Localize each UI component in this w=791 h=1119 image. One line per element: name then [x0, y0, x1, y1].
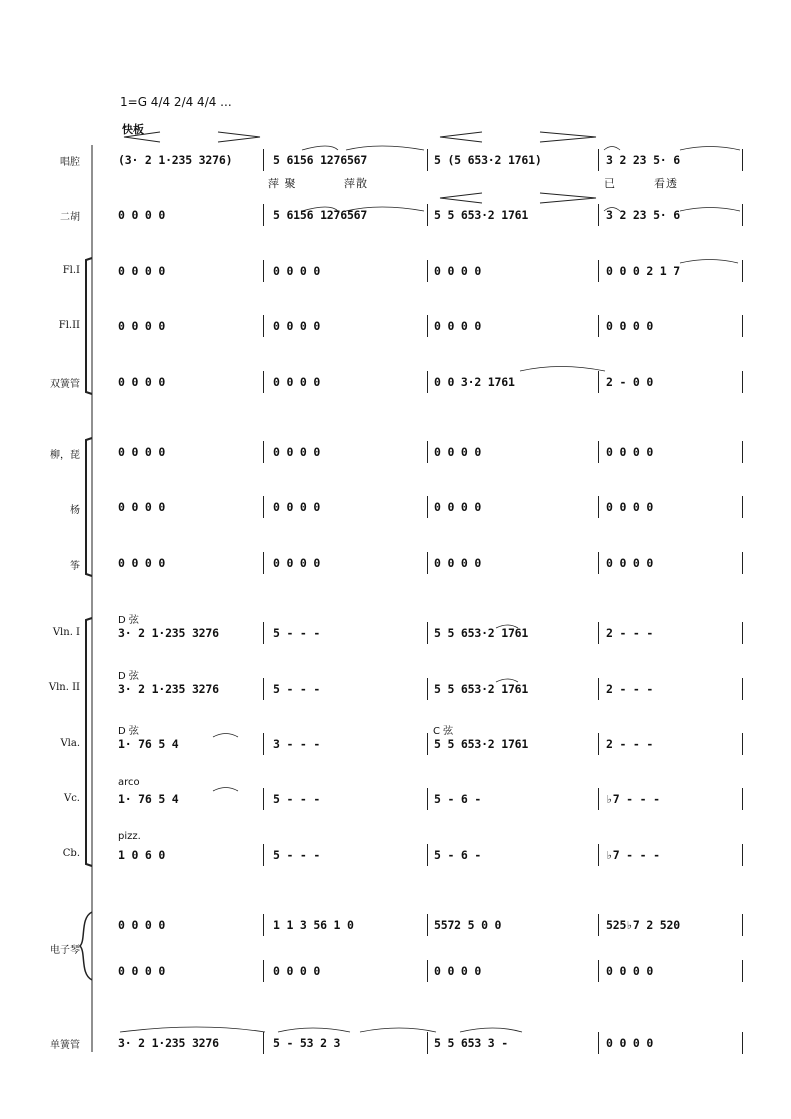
- barline: [742, 260, 743, 282]
- measure-2: 0 0 0 0: [273, 319, 321, 333]
- barline: [598, 552, 599, 574]
- barline: [263, 1032, 264, 1054]
- instrument-label-electronic-keyboard: 电子琴: [50, 945, 80, 956]
- barline: [742, 788, 743, 810]
- measure-2: 0 0 0 0: [273, 375, 321, 389]
- measure-4: 0 0 0 0: [606, 500, 654, 514]
- barline: [598, 371, 599, 393]
- measure-1: (3· 2 1·235 3276): [118, 153, 233, 167]
- lyric-m4a: 已: [604, 177, 616, 190]
- barline: [427, 315, 428, 337]
- measure-3: 0 0 3·2 1761: [434, 375, 515, 389]
- barline: [427, 622, 428, 644]
- barline: [263, 315, 264, 337]
- measure-1: 3· 2 1·235 3276: [118, 626, 219, 640]
- instrument-label-violin-1: Vln. I: [52, 627, 80, 638]
- measure-1: 0 0 0 0: [118, 556, 166, 570]
- barline: [263, 260, 264, 282]
- instrument-label-contrabass: Cb.: [62, 848, 80, 859]
- measure-4: 3 2 23 5· 6: [606, 153, 680, 167]
- measure-3: 5 5 653·2 1761: [434, 208, 529, 222]
- tempo-marking: 快板: [122, 123, 144, 136]
- barline: [598, 496, 599, 518]
- barline: [427, 204, 428, 226]
- barline: [427, 914, 428, 936]
- instrument-label-yangqin: 杨: [70, 505, 80, 516]
- measure-3: 5572 5 0 0: [434, 918, 502, 932]
- barline: [598, 960, 599, 982]
- direction-vla-c-string: C 弦: [433, 726, 454, 737]
- measure-2: 3 - - -: [273, 737, 321, 751]
- barline: [742, 204, 743, 226]
- barline: [742, 914, 743, 936]
- measure-4: 2 - - -: [606, 682, 654, 696]
- measure-3: 0 0 0 0: [434, 319, 482, 333]
- measure-1: 0 0 0 0: [118, 208, 166, 222]
- measure-4: 0 0 0 0: [606, 445, 654, 459]
- measure-2: 5 - - -: [273, 848, 321, 862]
- measure-1: 0 0 0 0: [118, 964, 166, 978]
- instrument-label-liuqin-pipa: 柳，琵: [50, 450, 80, 461]
- measure-2: 5 - - -: [273, 626, 321, 640]
- lyric-m2a: 萍 聚: [268, 177, 297, 190]
- measure-4: 3 2 23 5· 6: [606, 208, 680, 222]
- measure-2: 0 0 0 0: [273, 445, 321, 459]
- barline: [263, 844, 264, 866]
- barline: [742, 149, 743, 171]
- barline: [742, 315, 743, 337]
- measure-3: 0 0 0 0: [434, 556, 482, 570]
- direction-vln1: D 弦: [118, 615, 139, 626]
- barline: [263, 496, 264, 518]
- barline: [427, 733, 428, 755]
- barline: [742, 441, 743, 463]
- measure-1: 0 0 0 0: [118, 319, 166, 333]
- barline: [742, 496, 743, 518]
- measure-4: ♭7 - - -: [606, 792, 660, 806]
- measure-4: 0 0 0 0: [606, 1036, 654, 1050]
- barline: [427, 149, 428, 171]
- barline: [263, 149, 264, 171]
- barline: [427, 260, 428, 282]
- measure-3: 5 5 653·2 1761: [434, 626, 529, 640]
- barline: [742, 960, 743, 982]
- measure-3: 5 5 653 3 -: [434, 1036, 508, 1050]
- measure-4: 2 - - -: [606, 737, 654, 751]
- measure-2: 0 0 0 0: [273, 556, 321, 570]
- barline: [427, 844, 428, 866]
- measure-1: 0 0 0 0: [118, 445, 166, 459]
- barline: [263, 788, 264, 810]
- barline: [598, 260, 599, 282]
- instrument-label-oboe: 双簧管: [50, 379, 80, 390]
- key-time-signature: 1=G 4/4 2/4 4/4 ...: [120, 95, 232, 109]
- barline: [427, 371, 428, 393]
- measure-1: 3· 2 1·235 3276: [118, 1036, 219, 1050]
- measure-4: 0 0 0 2 1 7: [606, 264, 680, 278]
- measure-1: 0 0 0 0: [118, 375, 166, 389]
- barline: [263, 914, 264, 936]
- instrument-label-flute-1: Fl.I: [62, 265, 80, 276]
- measure-3: 5 - 6 -: [434, 848, 482, 862]
- instrument-label-violin-2: Vln. II: [48, 682, 80, 693]
- barline: [263, 960, 264, 982]
- barline: [263, 733, 264, 755]
- measure-1: 0 0 0 0: [118, 264, 166, 278]
- barline: [598, 204, 599, 226]
- direction-cb-pizz: pizz.: [118, 831, 141, 842]
- barline: [427, 552, 428, 574]
- measure-3: 5 5 653·2 1761: [434, 682, 529, 696]
- instrument-label-vocal: 唱腔: [60, 157, 80, 168]
- barline: [598, 844, 599, 866]
- instrument-label-flute-2: Fl.II: [58, 320, 80, 331]
- measure-1: 3· 2 1·235 3276: [118, 682, 219, 696]
- barline: [598, 441, 599, 463]
- measure-3: 5 5 653·2 1761: [434, 737, 529, 751]
- measure-2: 5 - 53 2 3: [273, 1036, 341, 1050]
- instrument-label-erhu: 二胡: [60, 212, 80, 223]
- measure-2: 0 0 0 0: [273, 500, 321, 514]
- barline: [742, 678, 743, 700]
- barline: [598, 678, 599, 700]
- direction-vla: D 弦: [118, 726, 139, 737]
- measure-2: 5 - - -: [273, 792, 321, 806]
- measure-1: 0 0 0 0: [118, 500, 166, 514]
- barline: [742, 552, 743, 574]
- measure-3: 0 0 0 0: [434, 445, 482, 459]
- lyric-m4b: 看透: [654, 177, 678, 190]
- barline: [427, 441, 428, 463]
- measure-2: 5 6156 1276567: [273, 208, 368, 222]
- measure-1: 1· 76 5 4: [118, 792, 179, 806]
- barline: [598, 149, 599, 171]
- measure-4: 0 0 0 0: [606, 964, 654, 978]
- barline: [598, 788, 599, 810]
- measure-1: 0 0 0 0: [118, 918, 166, 932]
- barline: [742, 733, 743, 755]
- lyric-m2b: 萍散: [344, 177, 368, 190]
- measure-2: 5 6156 1276567: [273, 153, 368, 167]
- instrument-label-clarinet: 单簧管: [50, 1040, 80, 1051]
- measure-3: 5 - 6 -: [434, 792, 482, 806]
- measure-2: 0 0 0 0: [273, 264, 321, 278]
- measure-2: 5 - - -: [273, 682, 321, 696]
- measure-1: 1 0 6 0: [118, 848, 166, 862]
- measure-4: ♭7 - - -: [606, 848, 660, 862]
- measure-3: 0 0 0 0: [434, 964, 482, 978]
- measure-1: 1· 76 5 4: [118, 737, 179, 751]
- barline: [427, 788, 428, 810]
- barline: [263, 441, 264, 463]
- measure-3: 0 0 0 0: [434, 500, 482, 514]
- measure-3: 5 (5 653·2 1761): [434, 153, 542, 167]
- barline: [742, 622, 743, 644]
- barline: [263, 204, 264, 226]
- measure-2: 0 0 0 0: [273, 964, 321, 978]
- instrument-label-cello: Vc.: [63, 793, 80, 804]
- measure-4: 525♭7 2 520: [606, 918, 680, 932]
- barline: [427, 960, 428, 982]
- measure-4: 0 0 0 0: [606, 319, 654, 333]
- instrument-label-zheng: 筝: [70, 561, 80, 572]
- instrument-label-viola: Vla.: [60, 738, 80, 749]
- direction-vc-arco: arco: [118, 777, 140, 788]
- barline: [263, 371, 264, 393]
- barline: [263, 552, 264, 574]
- barline: [263, 622, 264, 644]
- direction-vln2: D 弦: [118, 671, 139, 682]
- barline: [742, 844, 743, 866]
- barline: [598, 733, 599, 755]
- barline: [427, 678, 428, 700]
- measure-2: 1 1 3 56 1 0: [273, 918, 354, 932]
- barline: [263, 678, 264, 700]
- measure-4: 2 - - -: [606, 626, 654, 640]
- barline: [427, 496, 428, 518]
- barline: [598, 315, 599, 337]
- barline: [598, 622, 599, 644]
- barline: [598, 914, 599, 936]
- barline: [742, 1032, 743, 1054]
- measure-3: 0 0 0 0: [434, 264, 482, 278]
- measure-4: 2 - 0 0: [606, 375, 654, 389]
- barline: [598, 1032, 599, 1054]
- barline: [742, 371, 743, 393]
- barline: [427, 1032, 428, 1054]
- measure-4: 0 0 0 0: [606, 556, 654, 570]
